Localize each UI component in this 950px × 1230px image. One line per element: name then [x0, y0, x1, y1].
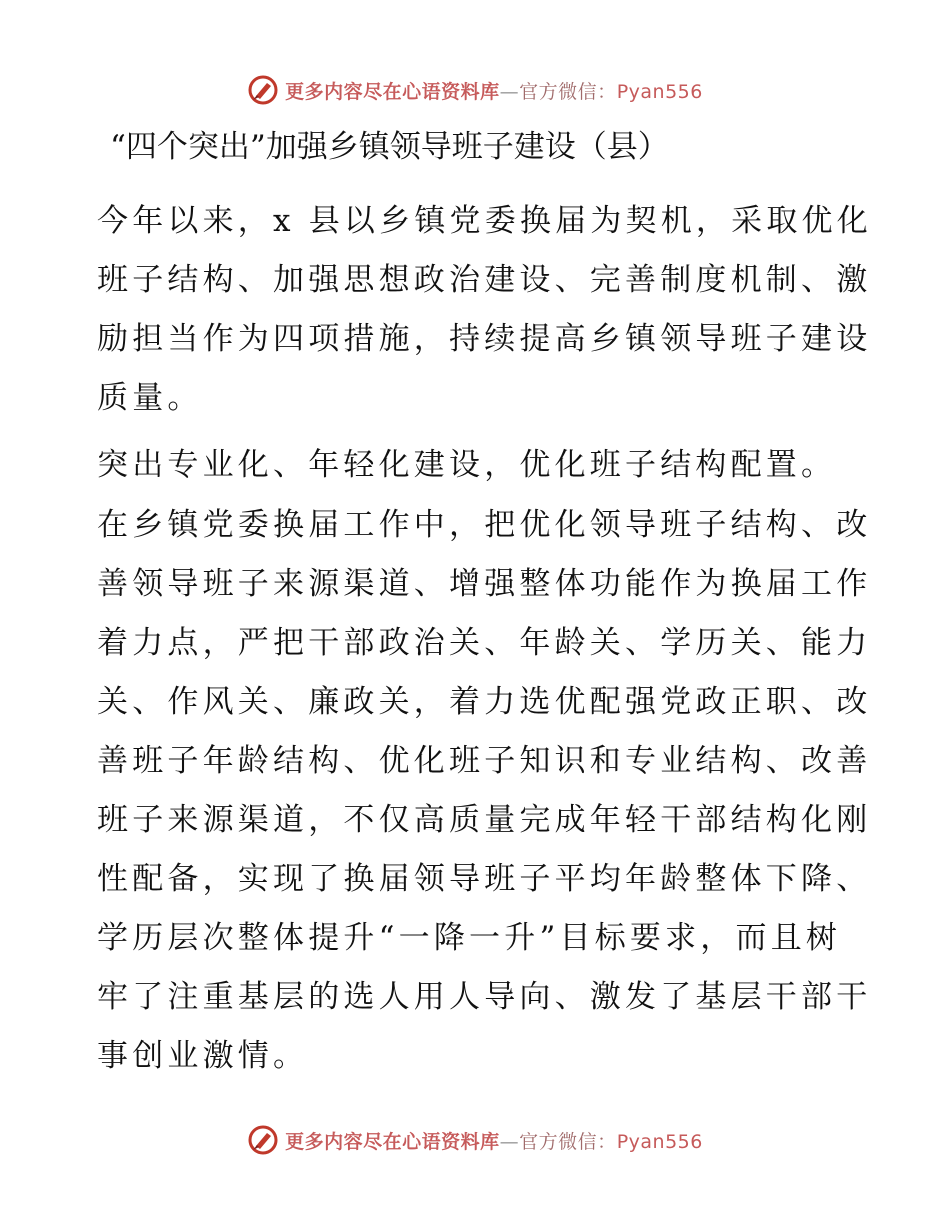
watermark-slogan: 更多内容尽在心语资料库 — [285, 80, 500, 103]
watermark-text — [285, 77, 703, 104]
watermark-official-label: 官方微信： — [519, 1130, 617, 1153]
text-line: 事创业激情。 — [97, 1038, 309, 1074]
paragraph-intro — [97, 192, 872, 428]
watermark-wechat-id: Pyan556 — [616, 80, 703, 103]
watermark-text — [285, 1127, 703, 1154]
watermark-dash: — — [499, 1130, 520, 1153]
text-line: 班子来源渠道，不仅高质量完成年轻干部结构化刚 — [97, 802, 872, 838]
text-line: 在乡镇党委换届工作中，把优化领导班子结构、改 — [97, 507, 872, 543]
brand-logo-icon — [247, 74, 279, 106]
text-line: 善领导班子来源渠道、增强整体功能作为换届工作 — [97, 566, 872, 602]
text-line: 着力点，严把干部政治关、年龄关、学历关、能力 — [97, 625, 872, 661]
header-watermark-banner — [0, 70, 950, 110]
watermark-dash: — — [499, 80, 520, 103]
text-line: 性配备，实现了换届领导班子平均年龄整体下降、 — [97, 861, 872, 897]
text-line: 班子结构、加强思想政治建设、完善制度机制、激 — [97, 262, 872, 298]
text-line: 今年以来，x 县以乡镇党委换届为契机，采取优化 — [97, 203, 872, 239]
text-line: 善班子年龄结构、优化班子知识和专业结构、改善 — [97, 743, 872, 779]
watermark-slogan: 更多内容尽在心语资料库 — [285, 1130, 500, 1153]
section-heading — [97, 436, 857, 495]
text-line: 质量。 — [97, 380, 203, 416]
text-line: 关、作风关、廉政关，着力选优配强党政正职、改 — [97, 684, 872, 720]
footer-watermark-banner — [0, 1120, 950, 1160]
document-title: “四个突出”加强乡镇领导班子建设（县） — [110, 129, 669, 165]
text-line: 学历层次整体提升“一降一升”目标要求，而且树 — [97, 920, 842, 956]
paragraph-section1-body — [97, 496, 872, 1086]
text-line: 励担当作为四项措施，持续提高乡镇领导班子建设 — [97, 321, 872, 357]
brand-logo-icon — [247, 1124, 279, 1156]
section-heading-text: 突出专业化、年轻化建设，优化班子结构配置。 — [97, 447, 837, 483]
watermark-official-label: 官方微信： — [519, 80, 617, 103]
watermark-wechat-id: Pyan556 — [616, 1130, 703, 1153]
text-line: 牢了注重基层的选人用人导向、激发了基层干部干 — [97, 979, 872, 1015]
